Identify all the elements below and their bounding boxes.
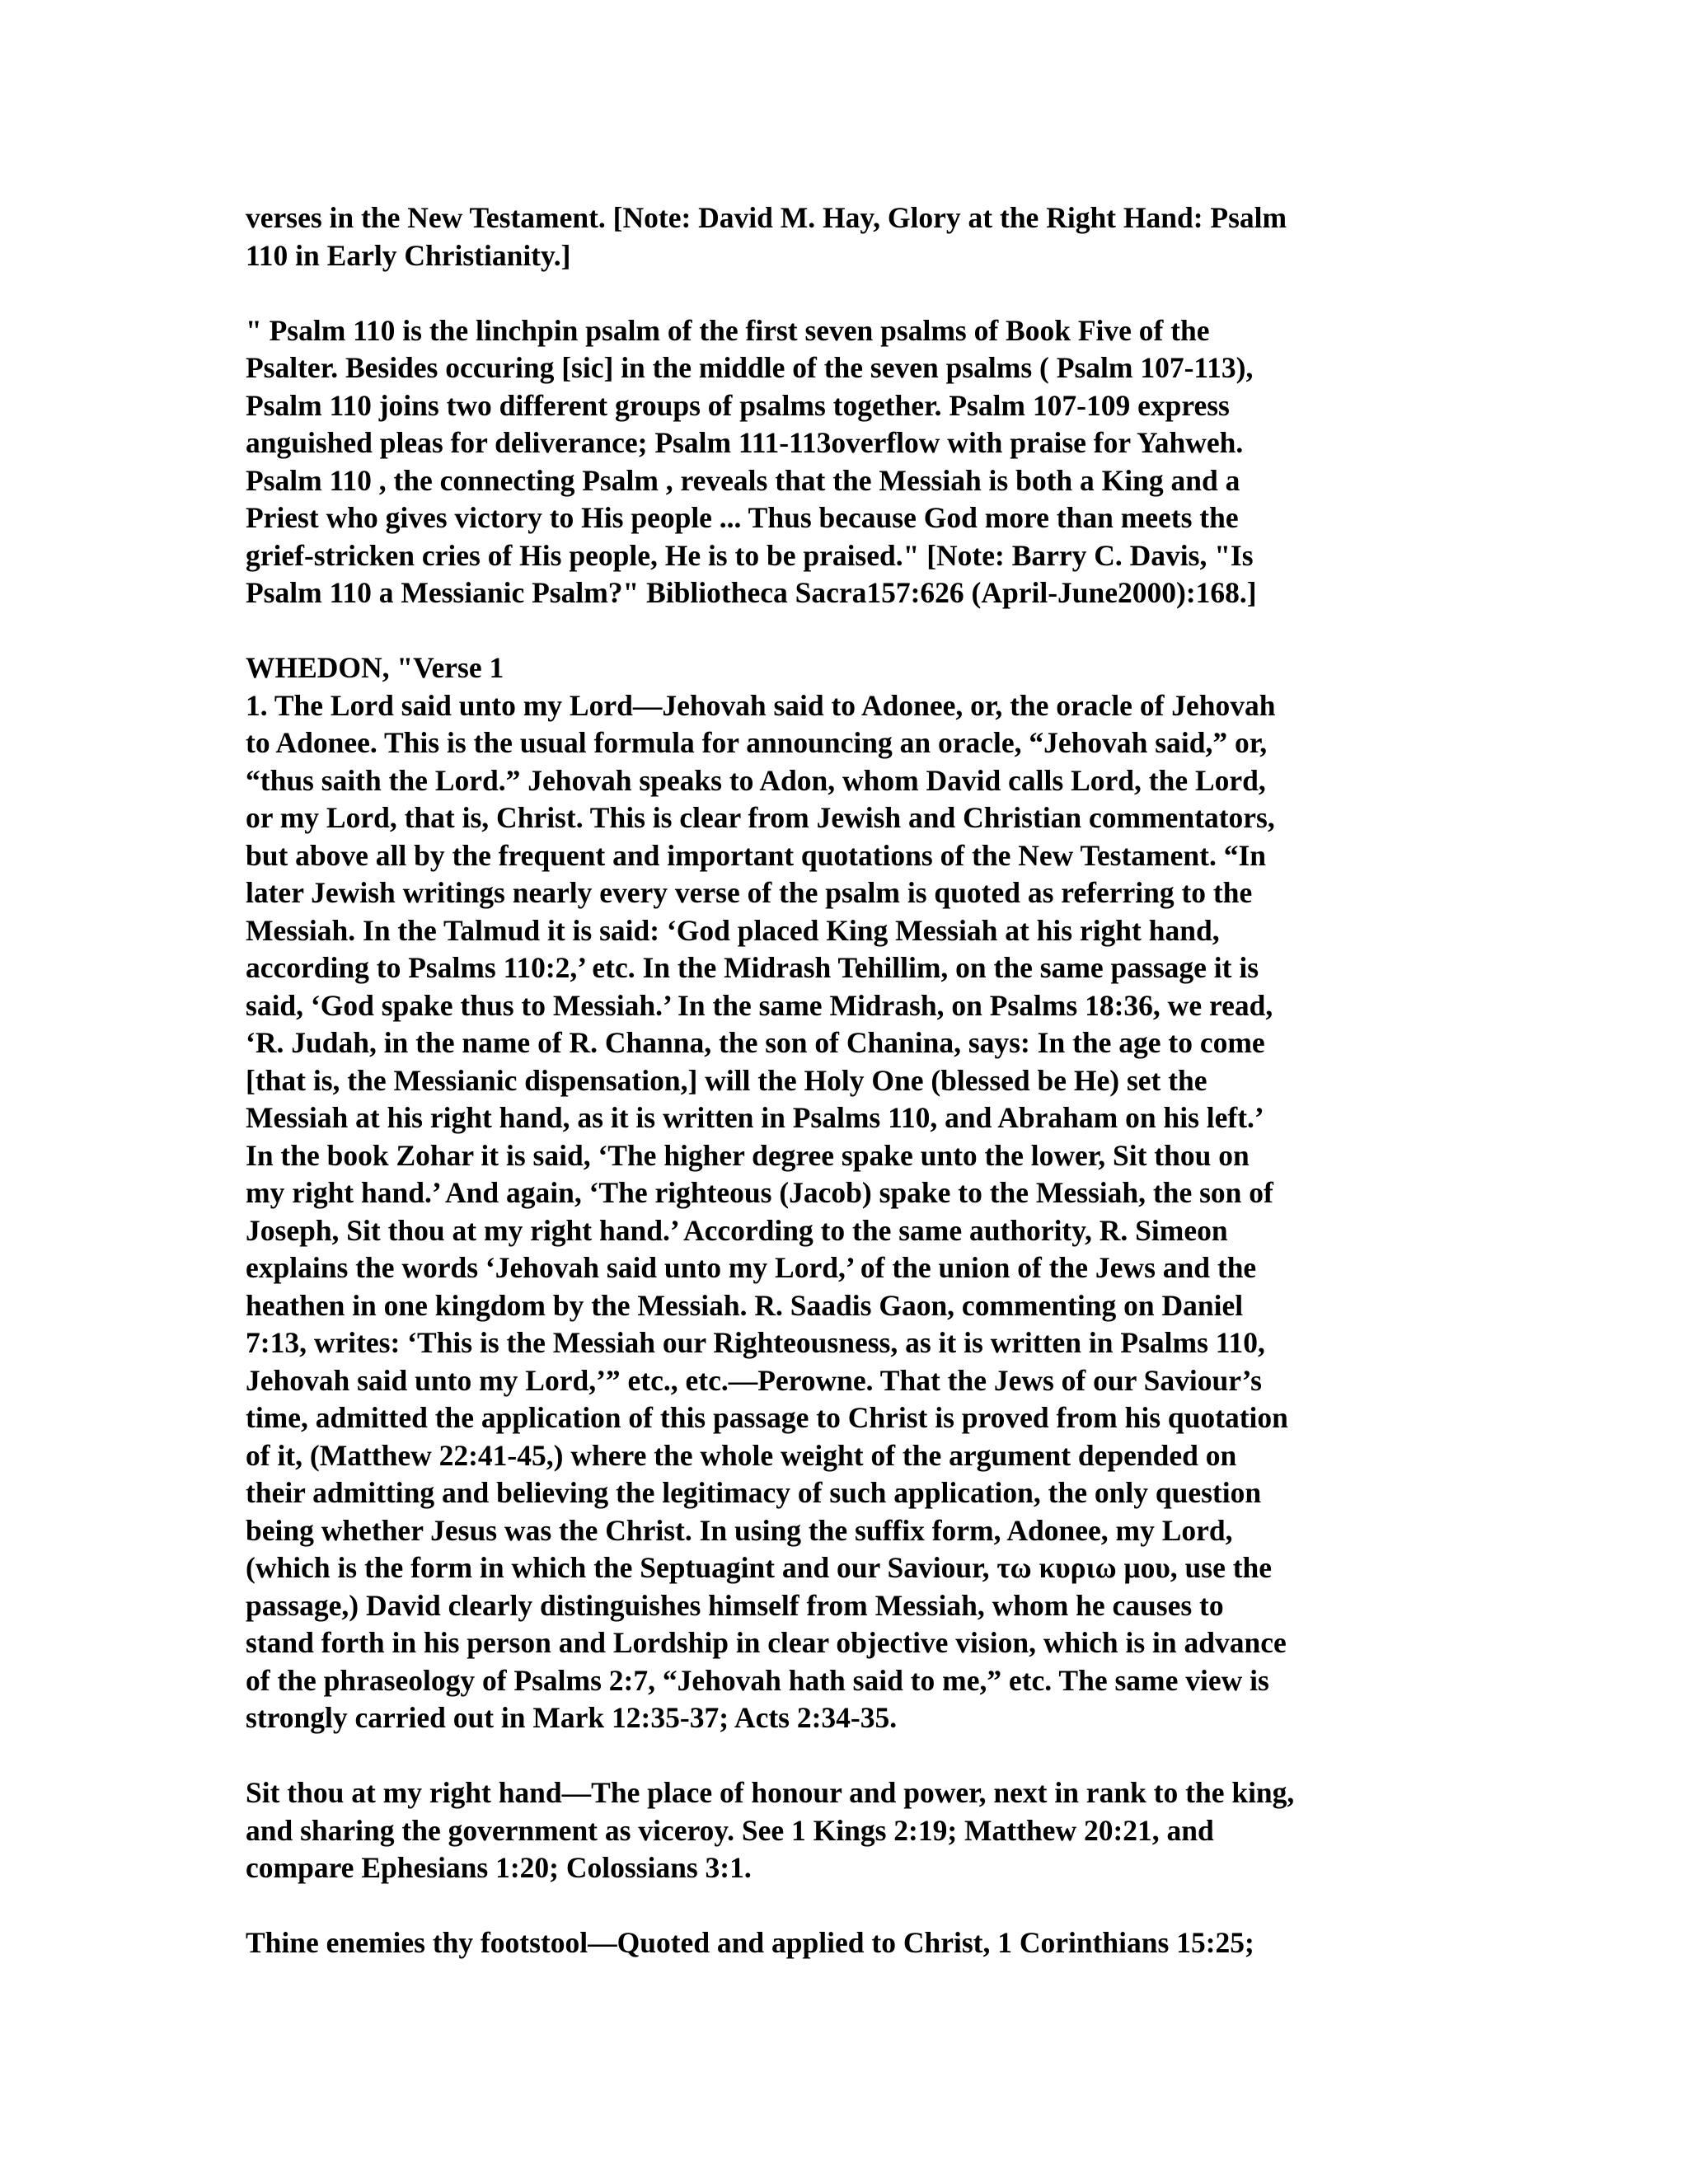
text-line: explains the words ‘Jehovah said unto my Lord,’ of the union of the Jews and the bbox=[246, 1251, 1257, 1284]
text-line: ‘R. Judah, in the name of R. Channa, the son of Chanina, says: In the age to come bbox=[246, 1026, 1265, 1059]
text-line: to Adonee. This is the usual formula for announcing an oracle, “Jehovah said,” or, bbox=[246, 726, 1268, 759]
text-line: WHEDON, "Verse 1 bbox=[246, 651, 504, 684]
document-page bbox=[246, 199, 1441, 1999]
text-line: time, admitted the application of this passage to Christ is proved from his quotation bbox=[246, 1401, 1288, 1434]
text-line: strongly carried out in Mark 12:35-37; Acts 2:34-35. bbox=[246, 1701, 898, 1734]
text-line: Jehovah said unto my Lord,’” etc., etc.—Perowne. That the Jews of our Saviour’s bbox=[246, 1363, 1262, 1397]
text-line: Psalter. Besides occuring [sic] in the middle of the seven psalms ( Psalm 107-113), bbox=[246, 351, 1254, 384]
paragraph-right-hand bbox=[246, 1774, 1441, 1887]
text-line: “thus saith the Lord.” Jehovah speaks to Adon, whom David calls Lord, the Lord, bbox=[246, 763, 1266, 797]
text-line: Psalm 110 joins two different groups of psalms together. Psalm 107-109 express bbox=[246, 388, 1230, 422]
text-line: verses in the New Testament. [Note: David M. Hay, Glory at the Right Hand: Psalm bbox=[246, 201, 1287, 234]
text-line: grief-stricken cries of His people, He is to be praised." [Note: Barry C. Davis, "Is bbox=[246, 538, 1254, 572]
text-line: and sharing the government as viceroy. See 1 Kings 2:19; Matthew 20:21, and bbox=[246, 1813, 1214, 1847]
text-line: of it, (Matthew 22:41-45,) where the whole weight of the argument depended on bbox=[246, 1438, 1237, 1472]
text-line: passage,) David clearly distinguishes himself from Messiah, whom he causes to bbox=[246, 1588, 1224, 1622]
text-line: Priest who gives victory to His people ... Thus because God more than meets the bbox=[246, 501, 1239, 534]
text-line: or my Lord, that is, Christ. This is clear from Jewish and Christian commentators, bbox=[246, 801, 1275, 834]
text-line: Sit thou at my right hand—The place of honour and power, next in rank to the king, bbox=[246, 1776, 1295, 1809]
paragraph-davis-quote bbox=[246, 312, 1441, 612]
paragraph-note-hay bbox=[246, 199, 1441, 274]
text-line: Joseph, Sit thou at my right hand.’ According to the same authority, R. Simeon bbox=[246, 1213, 1228, 1247]
text-line: 1. The Lord said unto my Lord—Jehovah said to Adonee, or, the oracle of Jehovah bbox=[246, 688, 1276, 722]
text-line: Messiah. In the Talmud it is said: ‘God placed King Messiah at his right hand, bbox=[246, 913, 1220, 947]
text-line: their admitting and believing the legitimacy of such application, the only question bbox=[246, 1476, 1262, 1509]
text-line: 110 in Early Christianity.] bbox=[246, 238, 571, 272]
text-line: stand forth in his person and Lordship in clear objective vision, which is in advance bbox=[246, 1626, 1287, 1659]
text-line: In the book Zohar it is said, ‘The higher degree spake unto the lower, Sit thou on bbox=[246, 1138, 1250, 1172]
text-line: said, ‘God spake thus to Messiah.’ In the same Midrash, on Psalms 18:36, we read, bbox=[246, 988, 1273, 1022]
text-line: (which is the form in which the Septuagint and our Saviour, τω κυριω μου, use the bbox=[246, 1551, 1273, 1584]
text-line: Psalm 110 , the connecting Psalm , reveals that the Messiah is both a King and a bbox=[246, 463, 1240, 497]
text-line: compare Ephesians 1:20; Colossians 3:1. bbox=[246, 1851, 752, 1884]
text-line: anguished pleas for deliverance; Psalm 111-113overflow with praise for Yahweh. bbox=[246, 426, 1244, 459]
text-line: my right hand.’ And again, ‘The righteous (Jacob) spake to the Messiah, the son of bbox=[246, 1176, 1273, 1209]
paragraph-whedon-verse-1 bbox=[246, 649, 1441, 1737]
text-line: Messiah at his right hand, as it is written in Psalms 110, and Abraham on his left.’ bbox=[246, 1101, 1264, 1134]
text-line: Thine enemies thy footstool—Quoted and applied to Christ, 1 Corinthians 15:25; bbox=[246, 1926, 1254, 1959]
text-line: heathen in one kingdom by the Messiah. R. Saadis Gaon, commenting on Daniel bbox=[246, 1288, 1244, 1322]
text-line: of the phraseology of Psalms 2:7, “Jehovah hath said to me,” etc. The same view is bbox=[246, 1663, 1269, 1697]
text-line: [that is, the Messianic dispensation,] will the Holy One (blessed be He) set the bbox=[246, 1063, 1207, 1097]
paragraph-footstool bbox=[246, 1924, 1441, 1962]
text-line: according to Psalms 110:2,’ etc. In the Midrash Tehillim, on the same passage it is bbox=[246, 951, 1259, 984]
text-line: being whether Jesus was the Christ. In using the suffix form, Adonee, my Lord, bbox=[246, 1513, 1233, 1547]
text-line: 7:13, writes: ‘This is the Messiah our Righteousness, as it is written in Psalms 110, bbox=[246, 1326, 1265, 1359]
text-line: Psalm 110 a Messianic Psalm?" Bibliotheca Sacra157:626 (April-June2000):168.] bbox=[246, 576, 1257, 609]
text-line: later Jewish writings nearly every verse of the psalm is quoted as referring to the bbox=[246, 876, 1253, 909]
text-line: but above all by the frequent and important quotations of the New Testament. “In bbox=[246, 838, 1267, 872]
text-line: " Psalm 110 is the linchpin psalm of the first seven psalms of Book Five of the bbox=[246, 313, 1210, 347]
